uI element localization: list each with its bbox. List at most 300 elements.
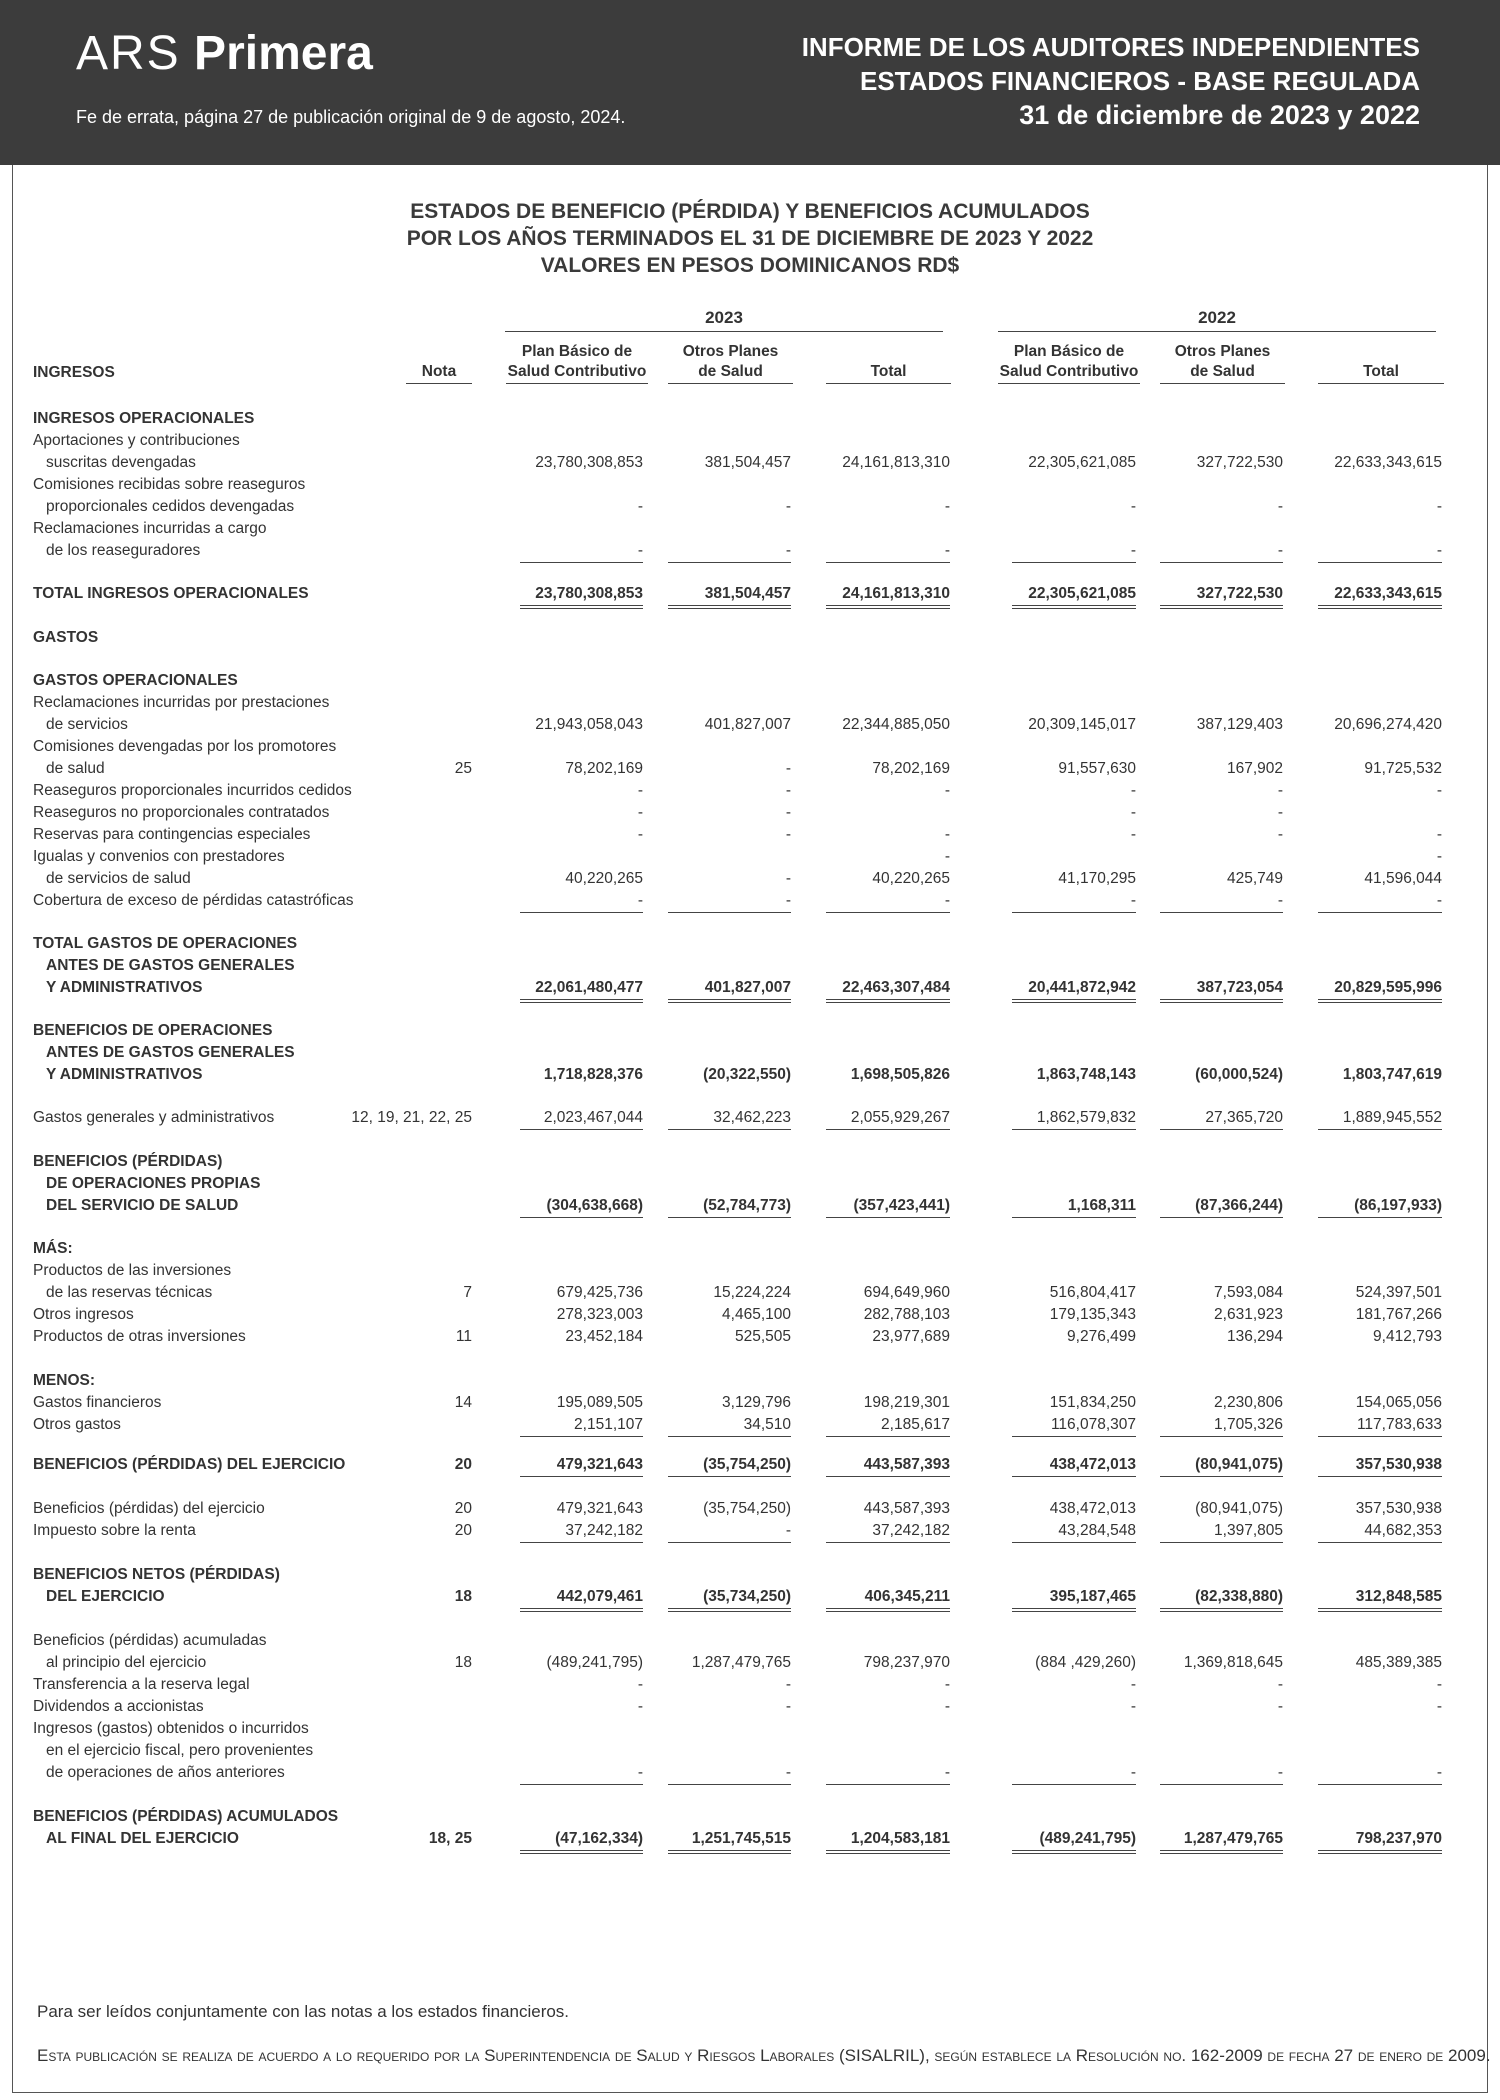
ingresos-header: INGRESOS xyxy=(33,364,115,381)
row-label: Reclamaciones incurridas por prestaciones xyxy=(33,694,330,711)
row-value: 22,061,480,477 xyxy=(520,977,643,1003)
row-value: - xyxy=(668,1762,791,1785)
row-value: - xyxy=(785,804,791,821)
table-row xyxy=(0,1652,1500,1674)
row-value: - xyxy=(1160,890,1283,913)
row-value: 1,251,745,515 xyxy=(668,1828,791,1854)
col-plan-basico-l2: Salud Contributivo xyxy=(507,363,647,380)
row-value: 22,344,885,050 xyxy=(842,716,950,733)
row-value: (82,338,880) xyxy=(1160,1586,1283,1612)
report-title-line1: INFORME DE LOS AUDITORES INDEPENDIENTES xyxy=(801,32,1420,62)
row-value: (80,941,075) xyxy=(1195,1500,1283,1517)
row-value: 401,827,007 xyxy=(668,977,791,1003)
table-row xyxy=(0,1042,1500,1064)
report-title-date: 31 de diciembre de 2023 y 2022 xyxy=(1019,100,1420,130)
row-value: 7,593,084 xyxy=(1214,1284,1283,1301)
row-value: 23,780,308,853 xyxy=(535,454,643,471)
row-value: 798,237,970 xyxy=(863,1654,950,1671)
row-value: 40,220,265 xyxy=(565,870,643,887)
col-otros-planes-l1: Otros Planes xyxy=(1174,343,1271,360)
ars-primera-logo xyxy=(76,27,373,80)
table-row xyxy=(0,977,1500,999)
row-label: Dividendos a accionistas xyxy=(33,1698,204,1715)
row-value: 78,202,169 xyxy=(565,760,643,777)
row-value: 1,204,583,181 xyxy=(826,1828,950,1854)
row-value: (80,941,075) xyxy=(1160,1454,1283,1477)
row-value: (60,000,524) xyxy=(1195,1066,1283,1083)
row-value: 1,168,311 xyxy=(1012,1195,1136,1218)
row-value: - xyxy=(1130,498,1136,515)
row-value: - xyxy=(668,540,791,563)
row-value: 395,187,465 xyxy=(1012,1586,1136,1612)
table-row xyxy=(0,846,1500,868)
row-value: 442,079,461 xyxy=(520,1586,643,1612)
table-row xyxy=(0,692,1500,714)
table-row xyxy=(0,955,1500,977)
row-value: 524,397,501 xyxy=(1355,1284,1442,1301)
table-row xyxy=(0,1498,1500,1520)
table-row xyxy=(0,1454,1500,1476)
row-value: - xyxy=(785,826,791,843)
row-value: 15,224,224 xyxy=(713,1284,791,1301)
page-header xyxy=(0,0,1500,165)
row-value: - xyxy=(637,782,643,799)
report-title-block xyxy=(802,30,1420,132)
row-value: - xyxy=(785,1676,791,1693)
row-value: 181,767,266 xyxy=(1355,1306,1442,1323)
row-value: - xyxy=(637,804,643,821)
row-value: - xyxy=(944,1676,950,1693)
row-value: 37,242,182 xyxy=(826,1520,950,1543)
row-value: 44,682,353 xyxy=(1318,1520,1442,1543)
statement-title xyxy=(0,198,1500,279)
row-value: 679,425,736 xyxy=(556,1284,643,1301)
row-value: 3,129,796 xyxy=(722,1394,791,1411)
table-row xyxy=(0,1238,1500,1260)
row-label: BENEFICIOS (PÉRDIDAS) xyxy=(33,1153,223,1170)
row-value: 485,389,385 xyxy=(1355,1654,1442,1671)
row-value: - xyxy=(1160,540,1283,563)
row-value: 401,827,007 xyxy=(704,716,791,733)
row-label: de salud xyxy=(46,760,105,777)
row-value: 22,305,621,085 xyxy=(1028,454,1136,471)
row-value: - xyxy=(785,782,791,799)
row-value: (47,162,334) xyxy=(520,1828,643,1854)
row-label: ANTES DE GASTOS GENERALES xyxy=(46,957,295,974)
row-value: - xyxy=(1160,1762,1283,1785)
row-value: 23,780,308,853 xyxy=(520,583,643,609)
row-value: 91,557,630 xyxy=(1058,760,1136,777)
row-value: 1,705,326 xyxy=(1160,1414,1283,1437)
row-value: 136,294 xyxy=(1226,1328,1283,1345)
row-value: 516,804,417 xyxy=(1049,1284,1136,1301)
row-value: - xyxy=(1277,1676,1283,1693)
row-value: 387,129,403 xyxy=(1196,716,1283,733)
row-value: 20,309,145,017 xyxy=(1028,716,1136,733)
table-row xyxy=(0,583,1500,605)
row-value: 438,472,013 xyxy=(1049,1500,1136,1517)
table-row xyxy=(0,933,1500,955)
row-value: - xyxy=(826,540,950,563)
table-row xyxy=(0,1740,1500,1762)
year-header-2022: 2022 xyxy=(998,308,1436,332)
row-value: - xyxy=(826,1762,950,1785)
table-row xyxy=(0,1107,1500,1129)
row-label: de los reaseguradores xyxy=(46,542,201,559)
row-label: proporcionales cedidos devengadas xyxy=(46,498,295,515)
row-label: Comisiones recibidas sobre reaseguros xyxy=(33,476,306,493)
row-value: - xyxy=(944,1698,950,1715)
row-label: DEL SERVICIO DE SALUD xyxy=(46,1197,239,1214)
table-row xyxy=(0,1064,1500,1086)
row-value: 116,078,307 xyxy=(1012,1414,1136,1437)
row-value: 381,504,457 xyxy=(704,454,791,471)
table-row xyxy=(0,518,1500,540)
row-label: Gastos financieros xyxy=(33,1394,162,1411)
row-value: 425,749 xyxy=(1226,870,1283,887)
row-value: 282,788,103 xyxy=(863,1306,950,1323)
table-row xyxy=(0,780,1500,802)
row-value: - xyxy=(944,498,950,515)
row-label: Gastos generales y administrativos xyxy=(33,1109,275,1126)
row-label: Otros ingresos xyxy=(33,1306,134,1323)
table-row xyxy=(0,1630,1500,1652)
row-value: 443,587,393 xyxy=(863,1500,950,1517)
row-value: 22,305,621,085 xyxy=(1012,583,1136,609)
row-label: BENEFICIOS (PÉRDIDAS) ACUMULADOS xyxy=(33,1808,339,1825)
row-value: - xyxy=(668,1520,791,1543)
row-label: Aportaciones y contribuciones xyxy=(33,432,240,449)
row-value: - xyxy=(1436,1698,1442,1715)
row-label: BENEFICIOS (PÉRDIDAS) DEL EJERCICIO xyxy=(33,1456,346,1473)
row-label: Igualas y convenios con prestadores xyxy=(33,848,285,865)
row-value: 2,230,806 xyxy=(1214,1394,1283,1411)
row-value: 9,276,499 xyxy=(1067,1328,1136,1345)
statement-title-line3: VALORES EN PESOS DOMINICANOS RD$ xyxy=(540,254,960,277)
legal-notice: Esta publicación se realiza de acuerdo a lo requerido por la Superintendencia de Salud y Riesgos Laborales (SISALRIL), según establece la Resolución no. 162-2009 de fecha 27 de enero de 2009. xyxy=(37,2046,1491,2065)
row-value: 1,803,747,619 xyxy=(1342,1066,1442,1083)
table-row xyxy=(0,1151,1500,1173)
row-label: INGRESOS OPERACIONALES xyxy=(33,410,255,427)
col-plan-basico-l1: Plan Básico de xyxy=(1013,343,1125,360)
table-row xyxy=(0,1260,1500,1282)
table-row xyxy=(0,1696,1500,1718)
row-value: 27,365,720 xyxy=(1160,1107,1283,1130)
row-label: Reclamaciones incurridas a cargo xyxy=(33,520,267,537)
nota-header: Nota xyxy=(406,362,472,384)
row-value: (87,366,244) xyxy=(1160,1195,1283,1218)
row-value: 41,170,295 xyxy=(1058,870,1136,887)
row-nota: 20 xyxy=(454,1522,472,1539)
row-value: 20,829,595,996 xyxy=(1318,977,1442,1003)
row-value: 24,161,813,310 xyxy=(826,583,950,609)
row-value: - xyxy=(1012,890,1136,913)
row-value: 78,202,169 xyxy=(872,760,950,777)
row-value: (35,754,250) xyxy=(668,1454,791,1477)
row-nota: 14 xyxy=(454,1394,472,1411)
table-row xyxy=(0,1414,1500,1436)
row-value: - xyxy=(637,498,643,515)
row-value: - xyxy=(1130,826,1136,843)
row-value: - xyxy=(1012,1762,1136,1785)
row-label: Comisiones devengadas por los promotores xyxy=(33,738,337,755)
row-value: 154,065,056 xyxy=(1355,1394,1442,1411)
row-value: 327,722,530 xyxy=(1160,583,1283,609)
row-label: MENOS: xyxy=(33,1372,95,1389)
table-row xyxy=(0,758,1500,780)
row-value: 1,889,945,552 xyxy=(1318,1107,1442,1130)
row-value: 117,783,633 xyxy=(1318,1414,1442,1437)
row-value: 798,237,970 xyxy=(1318,1828,1442,1854)
row-value: - xyxy=(1318,540,1442,563)
table-row xyxy=(0,1020,1500,1042)
row-value: (489,241,795) xyxy=(546,1654,643,1671)
row-value: - xyxy=(826,890,950,913)
table-row xyxy=(0,1304,1500,1326)
row-value: - xyxy=(637,826,643,843)
col-otros-planes-2022 xyxy=(1160,342,1285,384)
logo-ars: ARS xyxy=(76,27,181,80)
table-row xyxy=(0,1370,1500,1392)
row-value: 167,902 xyxy=(1226,760,1283,777)
table-row xyxy=(0,890,1500,912)
row-label: Y ADMINISTRATIVOS xyxy=(46,979,203,996)
row-value: - xyxy=(668,890,791,913)
row-label: Reservas para contingencias especiales xyxy=(33,826,311,843)
row-nota: 25 xyxy=(454,760,472,777)
col-otros-planes-l2: de Salud xyxy=(698,363,763,380)
row-value: - xyxy=(944,782,950,799)
col-otros-planes-2023 xyxy=(668,342,793,384)
row-label: Otros gastos xyxy=(33,1416,121,1433)
row-value: 1,287,479,765 xyxy=(691,1654,791,1671)
row-label: Ingresos (gastos) obtenidos o incurridos xyxy=(33,1720,309,1737)
row-value: 32,462,223 xyxy=(668,1107,791,1130)
row-label: GASTOS OPERACIONALES xyxy=(33,672,238,689)
row-value: - xyxy=(520,1762,643,1785)
table-row xyxy=(0,1173,1500,1195)
table-row xyxy=(0,496,1500,518)
table-row xyxy=(0,1282,1500,1304)
statement-title-line1: ESTADOS DE BENEFICIO (PÉRDIDA) Y BENEFICIOS ACUMULADOS xyxy=(410,200,1090,223)
row-value: 2,023,467,044 xyxy=(520,1107,643,1130)
row-value: 151,834,250 xyxy=(1049,1394,1136,1411)
row-label: Transferencia a la reserva legal xyxy=(33,1676,250,1693)
row-value: 2,055,929,267 xyxy=(826,1107,950,1130)
row-value: 37,242,182 xyxy=(520,1520,643,1543)
row-value: 23,452,184 xyxy=(565,1328,643,1345)
row-label: Cobertura de exceso de pérdidas catastróficas xyxy=(33,892,354,909)
row-nota: 18, 25 xyxy=(428,1830,472,1847)
row-value: - xyxy=(785,1698,791,1715)
table-row xyxy=(0,824,1500,846)
col-total-2023: Total xyxy=(826,362,951,384)
row-value: (20,322,550) xyxy=(703,1066,791,1083)
row-nota: 11 xyxy=(455,1328,472,1345)
row-label: suscritas devengadas xyxy=(46,454,196,471)
row-value: - xyxy=(520,890,643,913)
report-title-line2: ESTADOS FINANCIEROS - BASE REGULADA xyxy=(860,66,1420,96)
table-row xyxy=(0,540,1500,562)
row-label: BENEFICIOS NETOS (PÉRDIDAS) xyxy=(33,1566,280,1583)
row-label: Productos de las inversiones xyxy=(33,1262,232,1279)
row-label: Reaseguros no proporcionales contratados xyxy=(33,804,330,821)
row-value: (304,638,668) xyxy=(520,1195,643,1218)
table-row xyxy=(0,868,1500,890)
row-value: - xyxy=(637,1676,643,1693)
row-value: - xyxy=(944,826,950,843)
row-value: - xyxy=(1277,782,1283,799)
col-plan-basico-2023 xyxy=(506,342,648,384)
row-label: Beneficios (pérdidas) del ejercicio xyxy=(33,1500,265,1517)
table-row xyxy=(0,1195,1500,1217)
row-value: 24,161,813,310 xyxy=(842,454,950,471)
row-value: - xyxy=(637,1698,643,1715)
row-value: - xyxy=(1277,804,1283,821)
row-value: - xyxy=(1436,498,1442,515)
row-label: DE OPERACIONES PROPIAS xyxy=(46,1175,261,1192)
row-label: MÁS: xyxy=(33,1240,73,1257)
table-row xyxy=(0,452,1500,474)
row-label: TOTAL GASTOS DE OPERACIONES xyxy=(33,935,298,952)
year-header-2023: 2023 xyxy=(505,308,943,332)
row-value: 20,696,274,420 xyxy=(1334,716,1442,733)
row-value: (489,241,795) xyxy=(1012,1828,1136,1854)
row-nota: 7 xyxy=(463,1284,472,1301)
row-value: 1,862,579,832 xyxy=(1012,1107,1136,1130)
row-value: 9,412,793 xyxy=(1373,1328,1442,1345)
table-row xyxy=(0,714,1500,736)
row-label: AL FINAL DEL EJERCICIO xyxy=(46,1830,239,1847)
row-label: ANTES DE GASTOS GENERALES xyxy=(46,1044,295,1061)
row-value: - xyxy=(1436,782,1442,799)
logo-primera: Primera xyxy=(194,27,373,80)
row-value: 23,977,689 xyxy=(872,1328,950,1345)
table-row xyxy=(0,1586,1500,1608)
row-value: - xyxy=(1277,498,1283,515)
table-row xyxy=(0,627,1500,649)
row-value: 357,530,938 xyxy=(1355,1500,1442,1517)
row-value: (52,784,773) xyxy=(668,1195,791,1218)
row-label: Beneficios (pérdidas) acumuladas xyxy=(33,1632,267,1649)
row-label: de operaciones de años anteriores xyxy=(46,1764,285,1781)
table-row xyxy=(0,1520,1500,1542)
row-value: - xyxy=(1318,890,1442,913)
row-value: - xyxy=(1277,1698,1283,1715)
row-value: - xyxy=(1277,826,1283,843)
col-otros-planes-l1: Otros Planes xyxy=(682,343,779,360)
row-label: de servicios de salud xyxy=(46,870,191,887)
row-value: - xyxy=(785,870,791,887)
row-value: - xyxy=(520,540,643,563)
row-nota: 20 xyxy=(454,1456,472,1473)
row-value: 43,284,548 xyxy=(1012,1520,1136,1543)
row-value: 1,287,479,765 xyxy=(1160,1828,1283,1854)
table-row xyxy=(0,1762,1500,1784)
row-value: 406,345,211 xyxy=(826,1586,950,1612)
row-label: Productos de otras inversiones xyxy=(33,1328,246,1345)
row-label: de las reservas técnicas xyxy=(46,1284,213,1301)
errata-note: Fe de errata, página 27 de publicación original de 9 de agosto, 2024. xyxy=(76,107,626,127)
table-row xyxy=(0,802,1500,824)
row-value: 22,633,343,615 xyxy=(1334,454,1442,471)
row-value: - xyxy=(1130,1698,1136,1715)
row-value: - xyxy=(785,760,791,777)
table-row xyxy=(0,1564,1500,1586)
row-value: - xyxy=(1436,1676,1442,1693)
row-value: 179,135,343 xyxy=(1049,1306,1136,1323)
row-value: - xyxy=(944,848,950,865)
col-plan-basico-2022 xyxy=(998,342,1140,384)
table-row xyxy=(0,1326,1500,1348)
row-value: (35,754,250) xyxy=(703,1500,791,1517)
row-value: 40,220,265 xyxy=(872,870,950,887)
row-value: 1,397,805 xyxy=(1160,1520,1283,1543)
row-label: BENEFICIOS DE OPERACIONES xyxy=(33,1022,273,1039)
row-nota: 12, 19, 21, 22, 25 xyxy=(351,1109,472,1126)
row-label: de servicios xyxy=(46,716,128,733)
row-label: DEL EJERCICIO xyxy=(46,1588,165,1605)
row-label: Impuesto sobre la renta xyxy=(33,1522,196,1539)
row-value: 41,596,044 xyxy=(1364,870,1442,887)
row-value: 2,631,923 xyxy=(1214,1306,1283,1323)
table-row xyxy=(0,670,1500,692)
row-label: Reaseguros proporcionales incurridos cedidos xyxy=(33,782,352,799)
row-value: 1,698,505,826 xyxy=(850,1066,950,1083)
row-value: (86,197,933) xyxy=(1318,1195,1442,1218)
row-value: - xyxy=(1318,1762,1442,1785)
row-value: 4,465,100 xyxy=(722,1306,791,1323)
row-value: - xyxy=(1130,1676,1136,1693)
row-value: 443,587,393 xyxy=(826,1454,950,1477)
table-row xyxy=(0,1392,1500,1414)
row-value: 438,472,013 xyxy=(1012,1454,1136,1477)
row-value: 278,323,003 xyxy=(556,1306,643,1323)
row-value: - xyxy=(1130,782,1136,799)
row-value: 694,649,960 xyxy=(863,1284,950,1301)
row-value: (357,423,441) xyxy=(826,1195,950,1218)
row-value: - xyxy=(1130,804,1136,821)
col-plan-basico-l2: Salud Contributivo xyxy=(999,363,1139,380)
row-value: 20,441,872,942 xyxy=(1012,977,1136,1003)
row-nota: 20 xyxy=(454,1500,472,1517)
row-value: - xyxy=(785,498,791,515)
table-row xyxy=(0,1828,1500,1850)
row-nota: 18 xyxy=(454,1654,472,1671)
row-value: 1,718,828,376 xyxy=(543,1066,643,1083)
footnote: Para ser leídos conjuntamente con las notas a los estados financieros. xyxy=(37,2002,570,2021)
row-value: - xyxy=(1012,540,1136,563)
row-value: 479,321,643 xyxy=(556,1500,643,1517)
row-value: 327,722,530 xyxy=(1196,454,1283,471)
row-label: TOTAL INGRESOS OPERACIONALES xyxy=(33,585,309,602)
table-row xyxy=(0,408,1500,430)
row-nota: 18 xyxy=(454,1588,472,1605)
table-row xyxy=(0,1718,1500,1740)
row-value: 387,723,054 xyxy=(1160,977,1283,1003)
col-otros-planes-l2: de Salud xyxy=(1190,363,1255,380)
row-value: 22,633,343,615 xyxy=(1318,583,1442,609)
row-label: al principio del ejercicio xyxy=(46,1654,207,1671)
row-label: Y ADMINISTRATIVOS xyxy=(46,1066,203,1083)
statement-title-line2: POR LOS AÑOS TERMINADOS EL 31 DE DICIEMBRE DE 2023 Y 2022 xyxy=(406,227,1094,250)
row-value: 1,863,748,143 xyxy=(1036,1066,1136,1083)
row-value: (884 ,429,260) xyxy=(1035,1654,1136,1671)
table-row xyxy=(0,736,1500,758)
row-label: GASTOS xyxy=(33,629,99,646)
row-value: 195,089,505 xyxy=(556,1394,643,1411)
row-value: 198,219,301 xyxy=(863,1394,950,1411)
